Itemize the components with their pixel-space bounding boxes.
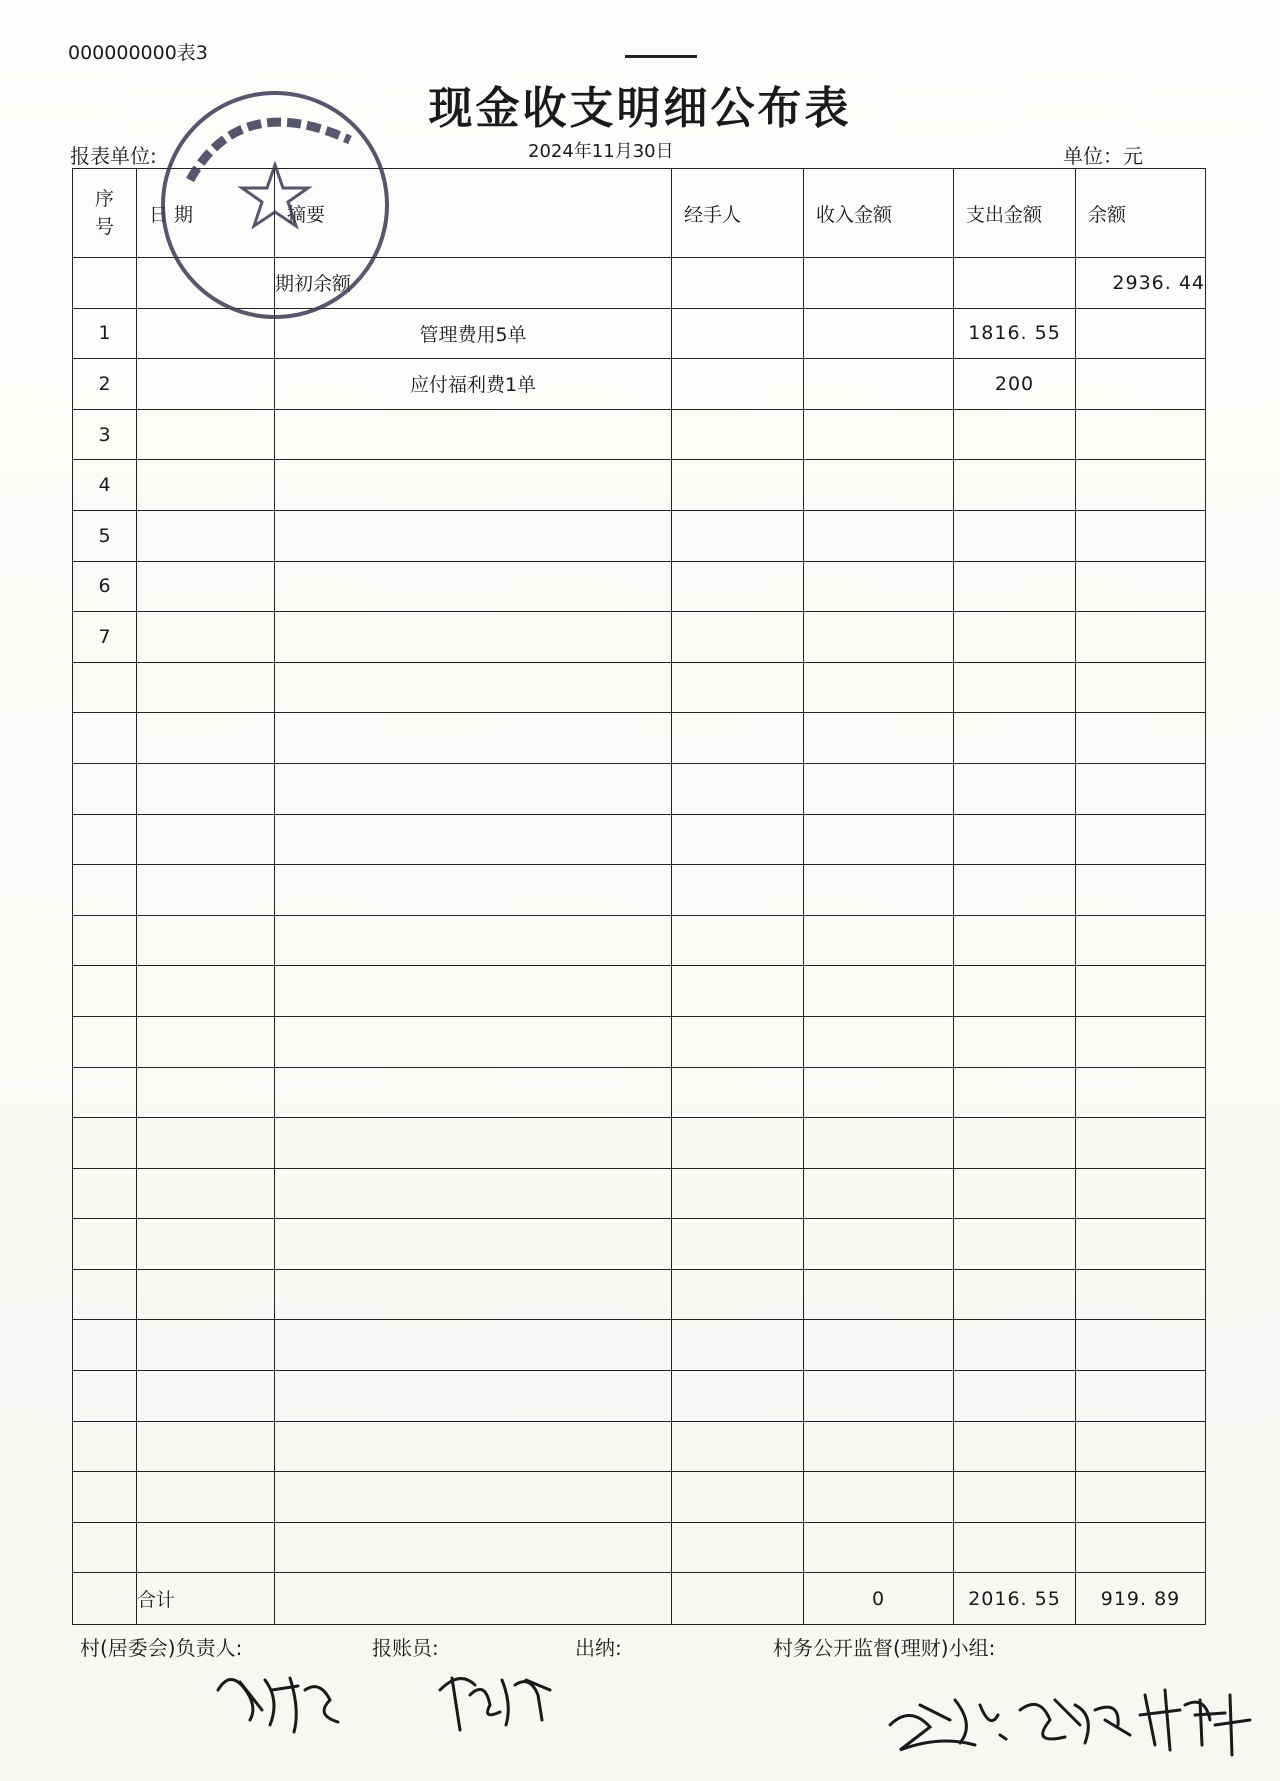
table-cell — [804, 915, 954, 966]
table-row — [73, 409, 1206, 460]
table-cell — [73, 1219, 137, 1270]
table-cell — [804, 1219, 954, 1270]
row-income — [804, 359, 954, 410]
table-cell — [804, 1371, 954, 1422]
table-cell — [275, 1016, 672, 1067]
table-cell — [275, 1219, 672, 1270]
table-cell — [954, 915, 1076, 966]
table-cell — [804, 865, 954, 916]
table-cell — [1076, 763, 1206, 814]
row-date — [137, 359, 275, 410]
col-header-handler: 经手人 — [672, 169, 804, 258]
table-cell — [672, 662, 804, 713]
table-cell — [954, 1118, 1076, 1169]
row-balance — [1076, 561, 1206, 612]
row-summary — [275, 409, 672, 460]
row-expense — [954, 561, 1076, 612]
table-cell — [275, 1573, 672, 1625]
table-cell — [137, 1118, 275, 1169]
table-cell — [137, 1168, 275, 1219]
table-cell — [137, 713, 275, 764]
blank-table-row — [73, 915, 1206, 966]
row-handler — [672, 460, 804, 511]
table-cell — [804, 258, 954, 309]
row-expense: 1816. 55 — [954, 308, 1076, 359]
blank-table-row — [73, 662, 1206, 713]
table-cell — [137, 662, 275, 713]
table-cell — [73, 814, 137, 865]
total-balance: 919. 89 — [1076, 1573, 1206, 1625]
supervision-handwritten-signatures — [880, 1665, 1265, 1765]
leader-signature-label: 村(居委会)负责人: — [80, 1636, 243, 1660]
table-cell — [1076, 814, 1206, 865]
blank-table-row — [73, 1522, 1206, 1573]
table-cell — [954, 966, 1076, 1017]
accountant-signature-label: 报账员: — [372, 1636, 439, 1660]
total-row — [73, 1573, 1206, 1625]
row-income — [804, 409, 954, 460]
form-code: 000000000表3 — [68, 42, 208, 64]
blank-table-row — [73, 763, 1206, 814]
table-cell — [954, 1421, 1076, 1472]
table-cell — [1076, 865, 1206, 916]
row-summary: 管理费用5单 — [275, 308, 672, 359]
table-cell — [954, 1269, 1076, 1320]
table-cell — [73, 258, 137, 309]
row-summary — [275, 510, 672, 561]
table-cell — [1076, 1522, 1206, 1573]
blank-table-row — [73, 713, 1206, 764]
row-handler — [672, 308, 804, 359]
row-income — [804, 612, 954, 663]
table-cell — [275, 1168, 672, 1219]
table-cell — [73, 1573, 137, 1625]
table-cell — [73, 1067, 137, 1118]
row-balance — [1076, 409, 1206, 460]
table-cell — [672, 1016, 804, 1067]
table-cell — [275, 966, 672, 1017]
table-cell — [1076, 1320, 1206, 1371]
table-cell — [1076, 1016, 1206, 1067]
col-header-summary: 摘要 — [275, 169, 672, 258]
row-income — [804, 561, 954, 612]
title-overline — [625, 55, 697, 58]
row-expense — [954, 460, 1076, 511]
col-header-balance: 余额 — [1076, 169, 1206, 258]
table-cell — [804, 1472, 954, 1523]
table-row — [73, 460, 1206, 511]
table-cell — [137, 1472, 275, 1523]
table-cell — [1076, 1168, 1206, 1219]
accountant-handwritten-signature — [430, 1650, 560, 1740]
table-cell — [954, 1168, 1076, 1219]
row-seq: 3 — [73, 409, 137, 460]
table-cell — [1076, 915, 1206, 966]
table-cell — [954, 713, 1076, 764]
row-handler — [672, 561, 804, 612]
table-cell — [672, 1573, 804, 1625]
table-cell — [1076, 662, 1206, 713]
row-balance — [1076, 510, 1206, 561]
table-cell — [137, 1269, 275, 1320]
table-cell — [73, 865, 137, 916]
total-income: 0 — [804, 1573, 954, 1625]
table-cell — [804, 1269, 954, 1320]
col-header-expense: 支出金额 — [954, 169, 1076, 258]
blank-table-row — [73, 1371, 1206, 1422]
table-cell — [275, 662, 672, 713]
blank-table-row — [73, 1118, 1206, 1169]
table-cell — [275, 865, 672, 916]
table-cell — [275, 1067, 672, 1118]
table-row — [73, 561, 1206, 612]
table-cell — [1076, 1219, 1206, 1270]
table-cell — [1076, 1067, 1206, 1118]
table-cell — [275, 763, 672, 814]
row-income — [804, 308, 954, 359]
blank-table-row — [73, 1269, 1206, 1320]
table-cell — [275, 1269, 672, 1320]
table-cell — [672, 1421, 804, 1472]
table-row — [73, 510, 1206, 561]
table-cell — [1076, 966, 1206, 1017]
table-cell — [672, 865, 804, 916]
table-cell — [275, 713, 672, 764]
table-cell — [275, 1421, 672, 1472]
table-cell — [672, 1522, 804, 1573]
table-row — [73, 612, 1206, 663]
total-label: 合计 — [137, 1573, 275, 1625]
blank-table-row — [73, 1168, 1206, 1219]
supervision-signature-label: 村务公开监督(理财)小组: — [773, 1636, 996, 1660]
row-date — [137, 460, 275, 511]
row-date — [137, 612, 275, 663]
row-handler — [672, 612, 804, 663]
row-expense: 200 — [954, 359, 1076, 410]
table-cell — [954, 1219, 1076, 1270]
table-cell — [954, 814, 1076, 865]
table-cell — [137, 915, 275, 966]
table-cell — [73, 966, 137, 1017]
table-cell — [137, 1067, 275, 1118]
table-cell — [954, 865, 1076, 916]
table-cell — [73, 1421, 137, 1472]
table-cell — [137, 1320, 275, 1371]
table-cell — [275, 1371, 672, 1422]
table-cell — [804, 1016, 954, 1067]
page-title: 现金收支明细公布表 — [428, 83, 852, 134]
currency-unit-label: 单位：元 — [1063, 144, 1143, 168]
table-cell — [1076, 1269, 1206, 1320]
col-header-income: 收入金额 — [804, 169, 954, 258]
row-date — [137, 510, 275, 561]
row-summary: 应付福利费1单 — [275, 359, 672, 410]
table-cell — [275, 1118, 672, 1169]
row-seq: 6 — [73, 561, 137, 612]
table-cell — [672, 1320, 804, 1371]
row-summary — [275, 561, 672, 612]
table-cell — [672, 763, 804, 814]
table-cell — [73, 915, 137, 966]
blank-table-row — [73, 966, 1206, 1017]
row-income — [804, 460, 954, 511]
table-cell — [954, 763, 1076, 814]
table-cell — [73, 1168, 137, 1219]
table-cell — [804, 763, 954, 814]
table-cell — [1076, 1371, 1206, 1422]
table-cell — [954, 1522, 1076, 1573]
table-cell — [73, 1016, 137, 1067]
table-cell — [672, 1219, 804, 1270]
row-handler — [672, 409, 804, 460]
table-cell — [672, 1472, 804, 1523]
table-cell — [137, 1421, 275, 1472]
row-balance — [1076, 460, 1206, 511]
row-seq: 1 — [73, 308, 137, 359]
row-expense — [954, 510, 1076, 561]
table-cell — [1076, 713, 1206, 764]
table-cell — [137, 966, 275, 1017]
table-cell — [137, 1016, 275, 1067]
cashier-signature-label: 出纳: — [575, 1636, 622, 1660]
table-cell — [275, 1320, 672, 1371]
table-cell — [672, 915, 804, 966]
table-cell — [275, 915, 672, 966]
row-handler — [672, 359, 804, 410]
row-balance — [1076, 308, 1206, 359]
table-cell — [1076, 1472, 1206, 1523]
table-cell — [804, 1522, 954, 1573]
cash-ledger-table — [72, 168, 1206, 1625]
blank-table-row — [73, 865, 1206, 916]
table-cell — [1076, 1118, 1206, 1169]
table-cell — [672, 1168, 804, 1219]
row-handler — [672, 510, 804, 561]
row-income — [804, 510, 954, 561]
table-cell — [137, 1219, 275, 1270]
table-cell — [954, 1371, 1076, 1422]
row-summary — [275, 612, 672, 663]
table-cell — [672, 258, 804, 309]
official-seal-stamp — [150, 70, 400, 340]
row-expense — [954, 612, 1076, 663]
table-cell — [804, 1168, 954, 1219]
row-summary — [275, 460, 672, 511]
table-cell — [73, 662, 137, 713]
table-cell — [954, 1067, 1076, 1118]
row-date — [137, 561, 275, 612]
table-cell — [954, 662, 1076, 713]
col-header-date: 日 期 — [137, 169, 275, 258]
table-cell — [73, 1472, 137, 1523]
reporting-unit-label: 报表单位: — [70, 144, 157, 168]
row-seq: 2 — [73, 359, 137, 410]
table-cell — [1076, 1421, 1206, 1472]
table-cell — [672, 814, 804, 865]
table-cell — [954, 1320, 1076, 1371]
table-cell — [804, 1118, 954, 1169]
table-cell — [672, 966, 804, 1017]
table-cell — [672, 1067, 804, 1118]
table-cell — [954, 258, 1076, 309]
table-cell — [804, 1320, 954, 1371]
total-expense: 2016. 55 — [954, 1573, 1076, 1625]
table-cell — [73, 1320, 137, 1371]
table-cell — [73, 1522, 137, 1573]
blank-table-row — [73, 1219, 1206, 1270]
table-cell — [73, 713, 137, 764]
table-cell — [672, 713, 804, 764]
table-cell — [73, 1269, 137, 1320]
table-row — [73, 359, 1206, 410]
table-cell — [804, 1421, 954, 1472]
blank-table-row — [73, 1421, 1206, 1472]
table-cell — [137, 1522, 275, 1573]
blank-table-row — [73, 1472, 1206, 1523]
table-cell — [804, 662, 954, 713]
blank-table-row — [73, 1320, 1206, 1371]
blank-table-row — [73, 1067, 1206, 1118]
table-cell — [73, 1118, 137, 1169]
table-cell — [804, 713, 954, 764]
table-cell — [137, 1371, 275, 1422]
row-balance — [1076, 359, 1206, 410]
table-cell — [137, 865, 275, 916]
table-cell — [275, 1522, 672, 1573]
table-cell — [672, 1118, 804, 1169]
opening-summary: 期初余额 — [275, 258, 672, 309]
table-cell — [137, 763, 275, 814]
row-balance — [1076, 612, 1206, 663]
table-cell — [672, 1269, 804, 1320]
table-cell — [137, 814, 275, 865]
table-cell — [73, 1371, 137, 1422]
table-cell — [954, 1472, 1076, 1523]
row-seq: 4 — [73, 460, 137, 511]
table-cell — [275, 814, 672, 865]
table-cell — [672, 1371, 804, 1422]
table-cell — [804, 966, 954, 1017]
leader-handwritten-signature — [210, 1660, 350, 1740]
row-expense — [954, 409, 1076, 460]
table-cell — [804, 1067, 954, 1118]
opening-balance: 2936. 44 — [1076, 258, 1206, 309]
col-header-seq: 序号 — [73, 169, 137, 258]
blank-table-row — [73, 1016, 1206, 1067]
row-seq: 7 — [73, 612, 137, 663]
table-cell — [954, 1016, 1076, 1067]
table-cell — [275, 1472, 672, 1523]
blank-table-row — [73, 814, 1206, 865]
row-date — [137, 409, 275, 460]
table-cell — [73, 763, 137, 814]
table-cell — [804, 814, 954, 865]
report-date: 2024年11月30日 — [528, 141, 674, 162]
row-seq: 5 — [73, 510, 137, 561]
